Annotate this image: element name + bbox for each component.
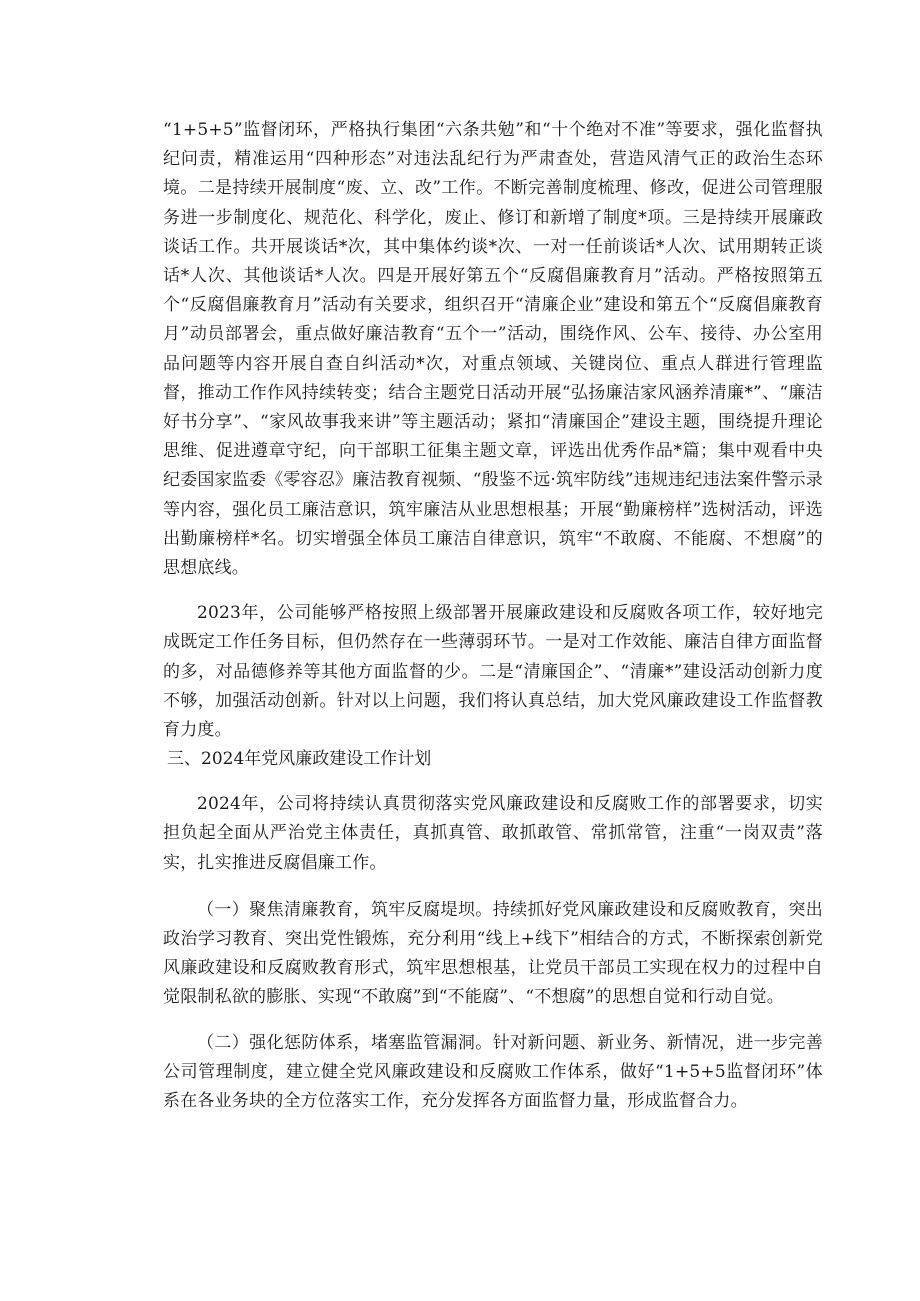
paragraph-item-one: （一）聚焦清廉教育，筑牢反腐堤坝。持续抓好党风廉政建设和反腐败教育，突出政治学习教育、突出党性锻炼，充分利用“线上+线下”相结合的方式，不断探索创新党风廉政建设和反腐败教育形式，筑牢思想根基，让党员干部员工实现在权力的过程中自觉限制私欲的膨胀、实现“不敢腐”到“不能腐”、“不想腐”的思想自觉和行动自觉。 [163, 899, 823, 1008]
paragraph-2024-intro: 2024年，公司将持续认真贯彻落实党风廉政建设和反腐败工作的部署要求，切实担负起全面从严治党主体责任，真抓真管、敢抓敢管、常抓常管，注重“一岗双责”落实，扎实推进反腐倡廉工作。 [163, 794, 823, 873]
paragraph-item-two: （二）强化惩防体系，堵塞监管漏洞。针对新问题、新业务、新情况，进一步完善公司管理制度，建立健全党风廉政建设和反腐败工作体系，做好“1+5+5监督闭环”体系在各业务块的全方位落实工作，充分发挥各方面监督力量，形成监督合力。 [163, 1032, 823, 1112]
document-page [163, 116, 823, 1116]
section-heading-2024-plan: 三、2024年党风廉政建设工作计划 [167, 749, 432, 770]
paragraph-2023-summary: 2023年，公司能够严格按照上级部署开展廉政建设和反腐败各项工作，较好地完成既定工作任务目标，但仍然存在一些薄弱环节。一是对工作效能、廉洁自律方面监督的多，对品德修养等其他方面监督的少。二是“清廉国企”、“清廉*”建设活动创新力度不够，加强活动创新。针对以上问题，我们将认真总结，加大党风廉政建设工作监督教育力度。 [163, 603, 823, 741]
paragraph-supervision-continued: “1+5+5”监督闭环，严格执行集团“六条共勉”和“十个绝对不准”等要求，强化监督执纪问责，精准运用“四种形态”对违法乱纪行为严肃查处，营造风清气正的政治生态环境。二是持续开展制度“废、立、改”工作。不断完善制度梳理、修改，促进公司管理服务进一步制度化、规范化、科学化，废止、修订和新增了制度*项。三是持续开展廉政谈话工作。共开展谈话*次，其中集体约谈*次、一对一任前谈话*人次、试用期转正谈话*人次、其他谈话*人次。四是开展好第五个“反腐倡廉教育月”活动。严格按照第五个“反腐倡廉教育月”活动有关要求，组织召开“清廉企业”建设和第五个“反腐倡廉教育月”动员部署会，重点做好廉洁教育“五个一”活动，围绕作风、公车、接待、办公室用品问题等内容开展自查自纠活动*次，对重点领域、关键岗位、重点人群进行管理监督，推动工作作风持续转变；结合主题党日活动开展“弘扬廉洁家风涵养清廉*”、“廉洁好书分享”、“家风故事我来讲”等主题活动；紧扣“清廉国企”建设主题，围绕提升理论思维、促进遵章守纪，向干部职工征集主题文章，评选出优秀作品*篇；集中观看中央纪委国家监委《零容忍》廉洁教育视频、“殷鉴不远·筑牢防线”违规违纪违法案件警示录等内容，强化员工廉洁意识，筑牢廉洁从业思想根基；开展“勤廉榜样”选树活动，评选出勤廉榜样*名。切实增强全体员工廉洁自律意识，筑牢“不敢腐、不能腐、不想腐”的思想底线。 [163, 120, 823, 579]
